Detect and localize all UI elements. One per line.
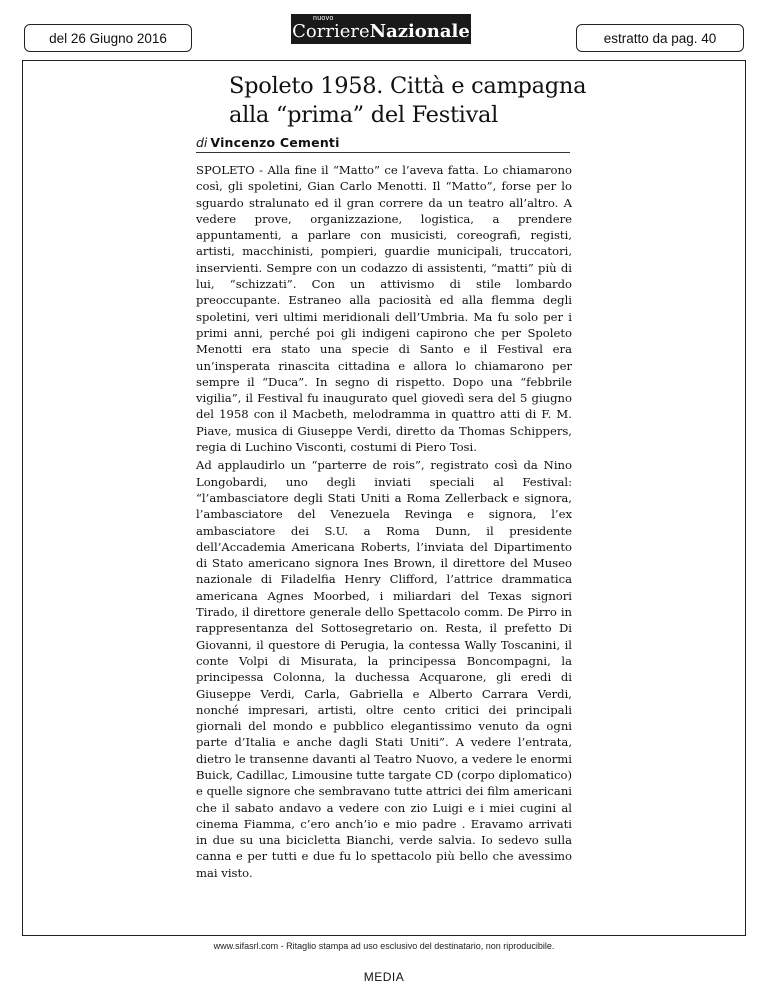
article-paragraph: Ad applaudirlo un “parterre de rois”, registrato così da Nino Longobardi, uno degli inviati speciali al Festival: “l’ambasciatore degli Stati Uniti a Roma Zellerback e signora, l’ambasciatore del Venezuela Revinga e signora, l’ex ambasciatore dei S.U. a Roma Dunn, il presidente dell’Accademia Americana Roberts, l’inviata del Dipartimento di Stato americano signora Ines Brown, il direttore del Museo nazionale di Filadelfia Henry Clifford, l’attrice drammatica americana Agnes Moorbed, i miliardari del Texas signori Tirado, il direttore generale dello Spettacolo comm. De Pirro in rappresentanza del Sottosegretario on. Resta, il prefetto Di Giovanni, il questore di Perugia, la contessa Wally Toscanini, il conte Volpi di Misurata, la principessa Boncompagni, la principessa Colonna, la duchessa Acquarone, gli eredi di Giuseppe Verdi, Carla, Gabriella e Alberto Carrara Verdi, nonché impresari, artisti, oltre cento critici dei principali giornali del mondo e pubblico elegantissimo venuto da ogni parte d’Italia e anche dagli Stati Uniti”. A vedere l’entrata, dietro le transenne davanti al Teatro Nuovo, a vedere le enormi Buick, Cadillac, Limousine tutte targate CD (corpo diplomatico) e quelle signore che sembravano tutte attrici dei film americani che il sabato andavo a vedere con zio Luigi e i miei cugini al cinema Fiamma, c’ero anch’io e mio padre . Eravamo arrivati in due su una bicicletta Bianchi, verde salvia. Io sedevo sulla canna e per tutti e due fu lo spettacolo più bello che avessimo mai visto. [196, 458, 572, 880]
date-label [24, 24, 192, 52]
copyright-notice: www.sifasrl.com - Ritaglio stampa ad uso esclusivo del destinatario, non riproducibile. [213, 941, 555, 951]
article-body [196, 162, 572, 881]
byline-prefix: di [196, 135, 208, 150]
section-label: MEDIA [363, 970, 405, 984]
author-name: Vincenzo Cementi [210, 135, 340, 150]
byline [196, 133, 570, 153]
date-text: del 26 Giugno 2016 [49, 30, 167, 46]
masthead-part2: Nazionale [369, 21, 470, 42]
page-extract-text: estratto da pag. 40 [603, 30, 717, 46]
article-paragraph: SPOLETO - Alla fine il “Matto” ce l’aveva fatta. Lo chiamarono così, gli spoletini, Gian Carlo Menotti. Il “Matto”, forse per lo sguardo stralunato ed il gran correre da un teatro all’altro. A vedere prove, organizzazione, logistica, a prendere appuntamenti, a parlare con musicisti, coreografi, registi, artisti, macchinisti, pompieri, guardie municipali, truccatori, inservienti. Sempre con un codazzo di assistenti, “matti” più di lui, “schizzati”. Con un attivismo di stile lombardo preoccupante. Estraneo alla paciosità ed alla flemma degli spoletini, veri ultimi meridionali dell’Umbria. Ma fu solo per i primi anni, perché poi gli indigeni capirono che per Spoleto Menotti era stato una specie di Santo e il Festival era un’insperata rinascita cittadina e allora lo chiamarono per sempre il “Duca”. In segno di rispetto. Dopo una “febbrile vigilia”, il Festival fu inaugurato quel giovedì sera del 5 giugno del 1958 con il Macbeth, melodramma in quattro atti di F. M. Piave, musica di Giuseppe Verdi, diretto da Thomas Schippers, regia di Luchino Visconti, costumi di Piero Tosi. [196, 163, 572, 455]
page-extract-label [576, 24, 744, 52]
article-headline: Spoleto 1958. Città e campagna alla “prima” del Festival [229, 73, 587, 128]
masthead-part1: Corriere [292, 21, 370, 42]
masthead-small-text: nuovo [313, 15, 334, 22]
newspaper-masthead-logo [291, 14, 471, 44]
